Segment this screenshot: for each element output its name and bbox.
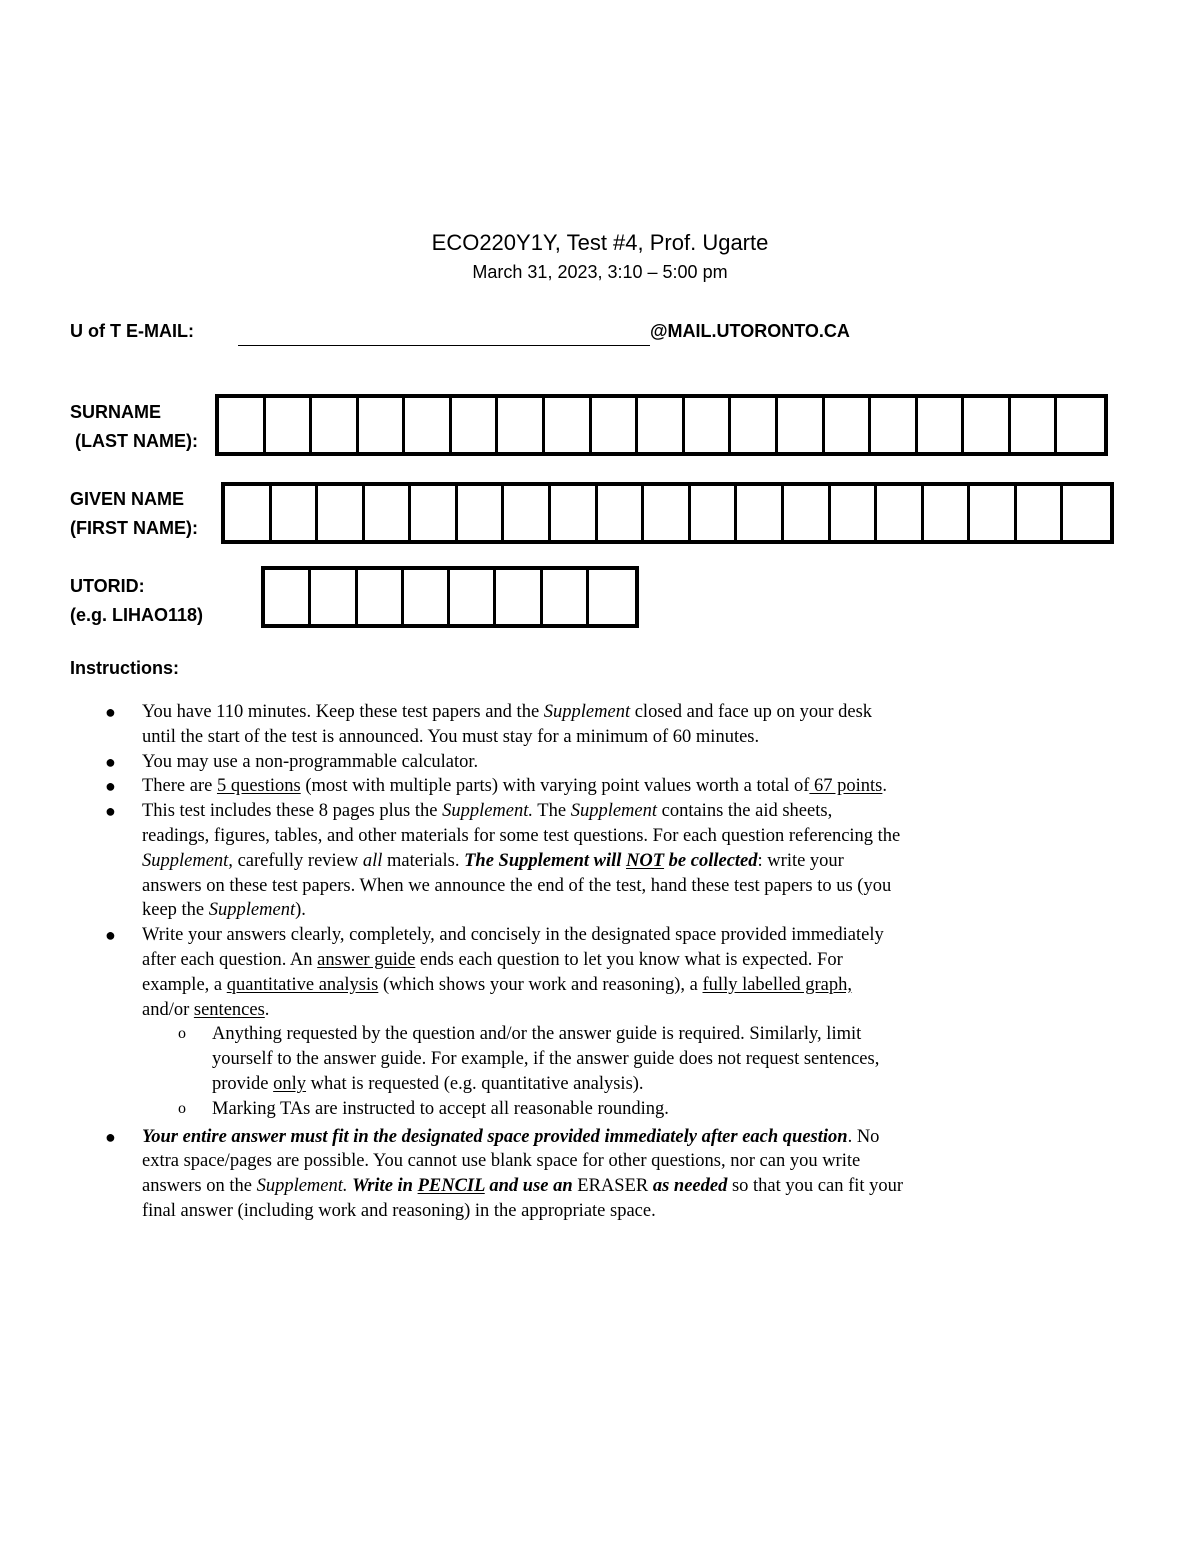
bullet-icon: ● xyxy=(105,776,116,797)
character-box[interactable] xyxy=(1057,398,1104,452)
test-title: ECO220Y1Y, Test #4, Prof. Ugarte xyxy=(431,230,769,255)
character-box[interactable] xyxy=(964,398,1011,452)
character-box[interactable] xyxy=(737,486,784,540)
text: . xyxy=(882,776,888,797)
given-name-label xyxy=(70,485,198,543)
character-box[interactable] xyxy=(405,398,452,452)
text: quantitative analysis xyxy=(226,974,379,995)
character-box[interactable] xyxy=(219,398,266,452)
text: contains the aid sheets, xyxy=(657,801,833,822)
character-box[interactable] xyxy=(831,486,878,540)
instruction-item xyxy=(70,700,1150,750)
text: until the start of the test is announced. You must stay for a minimum of 60 minutes. xyxy=(142,726,760,747)
text: answer guide xyxy=(317,949,416,970)
character-box[interactable] xyxy=(543,570,589,624)
given-name-label-line2: (FIRST NAME): xyxy=(70,518,198,538)
character-box[interactable] xyxy=(404,570,450,624)
character-box[interactable] xyxy=(589,570,635,624)
test-date: March 31, 2023, 3:10 – 5:00 pm xyxy=(472,262,728,282)
text: final answer (including work and reasoning) in the appropriate space. xyxy=(142,1200,656,1221)
character-box[interactable] xyxy=(825,398,872,452)
character-box[interactable] xyxy=(592,398,639,452)
character-box[interactable] xyxy=(871,398,918,452)
bullet-icon: ● xyxy=(105,801,116,822)
character-box[interactable] xyxy=(458,486,505,540)
instructions-list xyxy=(70,700,1150,1224)
character-box[interactable] xyxy=(731,398,778,452)
character-box[interactable] xyxy=(545,398,592,452)
text: as needed xyxy=(652,1176,728,1197)
surname-label-line1: SURNAME xyxy=(70,402,162,422)
instruction-item xyxy=(70,923,1150,1022)
text: after each question. An xyxy=(142,949,318,970)
text: Anything requested by the question and/or the answer guide is required. Similarly, limit xyxy=(212,1024,862,1045)
text: Supplement, xyxy=(142,850,233,871)
text: 67 points xyxy=(809,776,883,797)
email-label: U of T E-MAIL: xyxy=(70,321,194,341)
text: 5 questions xyxy=(216,776,301,797)
character-box[interactable] xyxy=(691,486,738,540)
character-box[interactable] xyxy=(265,570,311,624)
character-box[interactable] xyxy=(272,486,319,540)
text: Your entire answer must fit in the designated space provided immediately after each question xyxy=(142,1126,848,1147)
character-box[interactable] xyxy=(358,570,404,624)
instruction-item xyxy=(70,750,1150,775)
text: : write your xyxy=(757,850,844,871)
given-name-label-line1: GIVEN NAME xyxy=(70,489,185,509)
text: and use an xyxy=(484,1176,573,1197)
character-box[interactable] xyxy=(225,486,272,540)
text: Write in xyxy=(352,1176,418,1197)
character-box[interactable] xyxy=(778,398,825,452)
text: . xyxy=(264,999,270,1020)
text: sentences xyxy=(193,999,265,1020)
character-box[interactable] xyxy=(644,486,691,540)
text: answers on the xyxy=(142,1176,257,1197)
surname-label-line2: (LAST NAME): xyxy=(70,431,198,451)
text: Supplement xyxy=(543,702,631,722)
character-box[interactable] xyxy=(1011,398,1058,452)
character-box[interactable] xyxy=(498,398,545,452)
text: NOT xyxy=(626,850,665,871)
text: (which shows your work and reasoning), a xyxy=(378,974,703,995)
character-box[interactable] xyxy=(877,486,924,540)
text: ends each question to let you know what is expected. For xyxy=(415,949,843,970)
bullet-icon: ● xyxy=(105,702,116,722)
text: keep the xyxy=(142,900,209,921)
character-box[interactable] xyxy=(452,398,499,452)
character-box[interactable] xyxy=(496,570,542,624)
email-row xyxy=(70,321,970,349)
text: The Supplement will xyxy=(464,850,627,871)
bullet-icon: ● xyxy=(105,925,116,946)
utorid-label-line1: UTORID: xyxy=(70,576,145,596)
email-input-line[interactable] xyxy=(238,345,650,346)
text: fully labelled graph, xyxy=(702,974,853,995)
text: example, a xyxy=(142,974,227,995)
text: Write your answers clearly, completely, and concisely in the designated space provided immediately xyxy=(142,925,884,946)
text: extra space/pages are possible. You cannot use blank space for other questions, nor can you write xyxy=(142,1151,861,1172)
character-box[interactable] xyxy=(318,486,365,540)
character-box[interactable] xyxy=(551,486,598,540)
bullet-icon: ● xyxy=(105,1126,116,1147)
text: and/or xyxy=(142,999,194,1020)
text: so that you can fit your xyxy=(727,1176,904,1197)
surname-boxes[interactable] xyxy=(215,394,1108,456)
text: carefully review xyxy=(232,850,363,871)
instruction-subitem xyxy=(70,1097,1150,1122)
text: ERASER xyxy=(572,1176,653,1197)
text: You may use a non-programmable calculator. xyxy=(142,751,479,772)
given-name-boxes[interactable] xyxy=(221,482,1114,544)
bullet-icon: ● xyxy=(105,751,116,772)
text: all xyxy=(362,850,383,871)
character-box[interactable] xyxy=(1063,486,1110,540)
text: answers on these test papers. When we announce the end of the test, hand these test papers to us (you xyxy=(142,875,892,896)
character-box[interactable] xyxy=(924,486,971,540)
text: Supplement. xyxy=(256,1176,348,1197)
utorid-label xyxy=(70,572,203,630)
character-box[interactable] xyxy=(685,398,732,452)
text: provide xyxy=(212,1073,274,1094)
character-box[interactable] xyxy=(970,486,1017,540)
text: There are xyxy=(142,776,217,797)
utorid-boxes[interactable] xyxy=(261,566,639,628)
character-box[interactable] xyxy=(784,486,831,540)
instruction-item xyxy=(70,774,1150,799)
text: materials. xyxy=(382,850,465,871)
text: The xyxy=(533,801,571,822)
text: what is requested (e.g. quantitative analysis). xyxy=(306,1073,644,1094)
character-box[interactable] xyxy=(365,486,412,540)
character-box[interactable] xyxy=(450,570,496,624)
text: (most with multiple parts) with varying point values worth a total of xyxy=(300,776,810,797)
email-domain: @MAIL.UTORONTO.CA xyxy=(650,321,850,341)
character-box[interactable] xyxy=(312,398,359,452)
character-box[interactable] xyxy=(504,486,551,540)
character-box[interactable] xyxy=(266,398,313,452)
character-box[interactable] xyxy=(1017,486,1064,540)
text: yourself to the answer guide. For example, if the answer guide does not request sentences, xyxy=(212,1049,880,1070)
character-box[interactable] xyxy=(638,398,685,452)
text: . No xyxy=(847,1126,880,1147)
circle-bullet-icon: o xyxy=(178,1025,186,1043)
text: only xyxy=(273,1073,307,1094)
instruction-item xyxy=(70,1125,1150,1224)
text: Supplement xyxy=(208,900,296,921)
text: ). xyxy=(295,900,306,921)
text: readings, figures, tables, and other materials for some test questions. For each question referencing the xyxy=(142,825,901,846)
surname-label xyxy=(70,398,198,456)
circle-bullet-icon: o xyxy=(178,1099,186,1117)
text: be collected xyxy=(664,850,758,871)
instruction-subitem xyxy=(70,1022,1150,1096)
text: PENCIL xyxy=(417,1176,485,1197)
instruction-item xyxy=(70,799,1150,923)
character-box[interactable] xyxy=(598,486,645,540)
utorid-label-line2: (e.g. LIHAO118) xyxy=(70,605,204,625)
character-box[interactable] xyxy=(918,398,965,452)
character-box[interactable] xyxy=(311,570,357,624)
text: This test includes these 8 pages plus the xyxy=(142,801,443,822)
text: Marking TAs are instructed to accept all reasonable rounding. xyxy=(212,1098,669,1119)
character-box[interactable] xyxy=(411,486,458,540)
character-box[interactable] xyxy=(359,398,406,452)
instructions-heading: Instructions: xyxy=(70,658,180,678)
text: closed and face up on your desk xyxy=(630,702,873,722)
text: Supplement xyxy=(570,801,657,822)
text: You have 110 minutes. Keep these test papers and the xyxy=(142,702,544,722)
text: Supplement. xyxy=(442,801,533,822)
